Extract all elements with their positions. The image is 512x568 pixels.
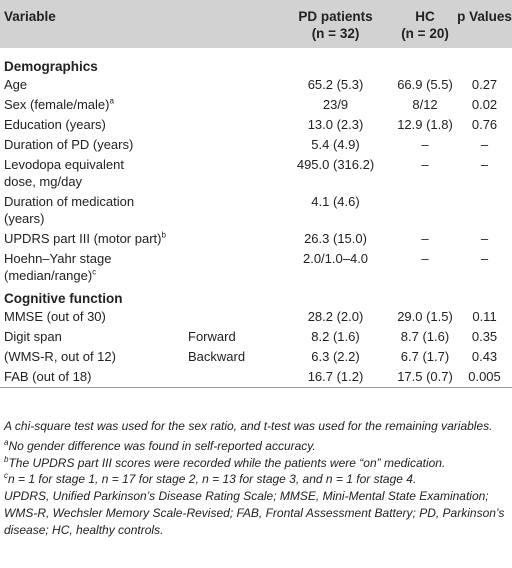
cell-p: 0.43: [471, 349, 498, 364]
cell-pd: 23/9: [322, 97, 349, 112]
table-header-row: [0, 0, 512, 48]
table-row: [0, 95, 512, 115]
footnote-marker: c: [92, 267, 97, 277]
table-footnotes: [4, 418, 510, 539]
section-cognitive: Cognitive function: [4, 291, 123, 306]
table-row: [0, 327, 512, 347]
table-row: [0, 347, 512, 367]
row-label: Sex (female/male)$^a$: [4, 96, 114, 112]
table-row: [0, 229, 512, 249]
cell-pd: 2.0/1.0–4.0: [302, 251, 369, 266]
row-label: Duration of medication (years): [4, 194, 135, 226]
cell-hc: 6.7 (1.7): [400, 349, 450, 364]
table-row: [0, 192, 512, 229]
table-row: [0, 155, 512, 192]
note-main: A chi-square test was used for the sex ratio, and t-test was used for the remaining variables.: [4, 419, 493, 433]
header-pd-patients: [278, 0, 393, 48]
cell-hc: 29.0 (1.5): [397, 309, 453, 324]
row-label: Hoehn–Yahr stage (median/range)$^c$: [4, 251, 112, 283]
cell-hc: 12.9 (1.8): [397, 117, 453, 132]
row-label: Education (years): [4, 117, 106, 132]
note-abbreviations: UPDRS, Unified Parkinson’s Disease Rating Scale; MMSE, Mini-Mental State Examination; WMS-R, Wechsler Memory Scale-Revised; FAB, Frontal Assessment Battery; PD, Parkinson’s disease; HC, healthy controls.: [4, 489, 505, 537]
cell-p: 0.35: [471, 329, 498, 344]
table-row: [0, 115, 512, 135]
cell-p: 0.76: [471, 117, 498, 132]
note-b: $^b$The UPDRS part III scores were recorded while the patients were “on” medication.: [4, 454, 446, 470]
row-sublabel: Backward: [188, 349, 246, 364]
cell-hc: –: [421, 231, 429, 246]
section-heading-row: [0, 286, 512, 307]
cell-pd: 26.3 (15.0): [304, 231, 367, 246]
cell-p: [457, 192, 512, 229]
footnote-marker: b: [161, 230, 166, 240]
cell-hc: –: [421, 157, 429, 172]
header-pd-line1: PD patients: [298, 9, 373, 24]
cell-hc: 17.5 (0.7): [397, 369, 453, 384]
row-label: FAB (out of 18): [4, 369, 92, 384]
cell-hc: –: [421, 137, 429, 152]
header-variable: Variable: [4, 9, 56, 24]
cell-hc: 8.7 (1.6): [400, 329, 450, 344]
table-row: [0, 75, 512, 95]
section-heading-row: [0, 54, 512, 75]
cell-p: –: [480, 251, 489, 266]
cell-pd: 13.0 (2.3): [307, 117, 364, 132]
cognitive-body: [0, 286, 512, 388]
cell-hc: 66.9 (5.5): [397, 77, 453, 92]
cell-p: –: [480, 231, 489, 246]
table-row: [0, 249, 512, 286]
cell-p: 0.02: [471, 97, 498, 112]
footnote-marker: a: [109, 96, 114, 106]
cell-pd: 65.2 (5.3): [307, 77, 364, 92]
cell-pd: 5.4 (4.9): [311, 137, 360, 152]
header-pd-line2: (n = 32): [311, 26, 360, 41]
header-hc-line2: (n = 20): [401, 26, 449, 41]
header-hc: [393, 0, 457, 48]
table-row: [0, 307, 512, 327]
row-label: Levodopa equivalent dose, mg/day: [4, 157, 124, 189]
row-sublabel: [188, 367, 278, 388]
header-hc-line1: HC: [415, 9, 435, 24]
cell-pd: 495.0 (316.2): [296, 157, 375, 172]
row-sublabel: [188, 307, 278, 327]
cell-pd: 6.3 (2.2): [311, 349, 360, 364]
cell-hc: –: [421, 251, 429, 266]
cell-p: –: [480, 137, 489, 152]
cell-p: 0.005: [468, 369, 501, 384]
cell-pd: 8.2 (1.6): [311, 329, 360, 344]
cell-pd: 28.2 (2.0): [307, 309, 364, 324]
cell-hc: [393, 192, 457, 229]
table-row: [0, 135, 512, 155]
row-label: Digit span: [4, 329, 62, 344]
row-label: MMSE (out of 30): [4, 309, 106, 324]
row-label: UPDRS part III (motor part)$^b$: [4, 230, 166, 246]
section-demographics: Demographics: [4, 59, 98, 74]
note-a: $^a$No gender difference was found in self-reported accuracy.: [4, 437, 316, 453]
header-p-values: p Values: [457, 9, 512, 24]
cell-p: 0.27: [471, 77, 498, 92]
note-c: $^c$n = 1 for stage 1, n = 17 for stage 2, n = 13 for stage 3, and n = 1 for stage 4.: [4, 471, 417, 487]
row-label: (WMS-R, out of 12): [4, 349, 116, 364]
table-row: [0, 367, 512, 388]
row-label: Duration of PD (years): [4, 137, 134, 152]
cell-pd: 4.1 (4.6): [311, 194, 360, 209]
demographics-body: [0, 48, 512, 286]
cell-p: 0.11: [472, 309, 497, 324]
cell-hc: 8/12: [412, 97, 438, 112]
row-sublabel: Forward: [188, 329, 236, 344]
cell-pd: 16.7 (1.2): [307, 369, 364, 384]
row-label: Age: [4, 77, 28, 92]
cell-p: –: [480, 157, 489, 172]
